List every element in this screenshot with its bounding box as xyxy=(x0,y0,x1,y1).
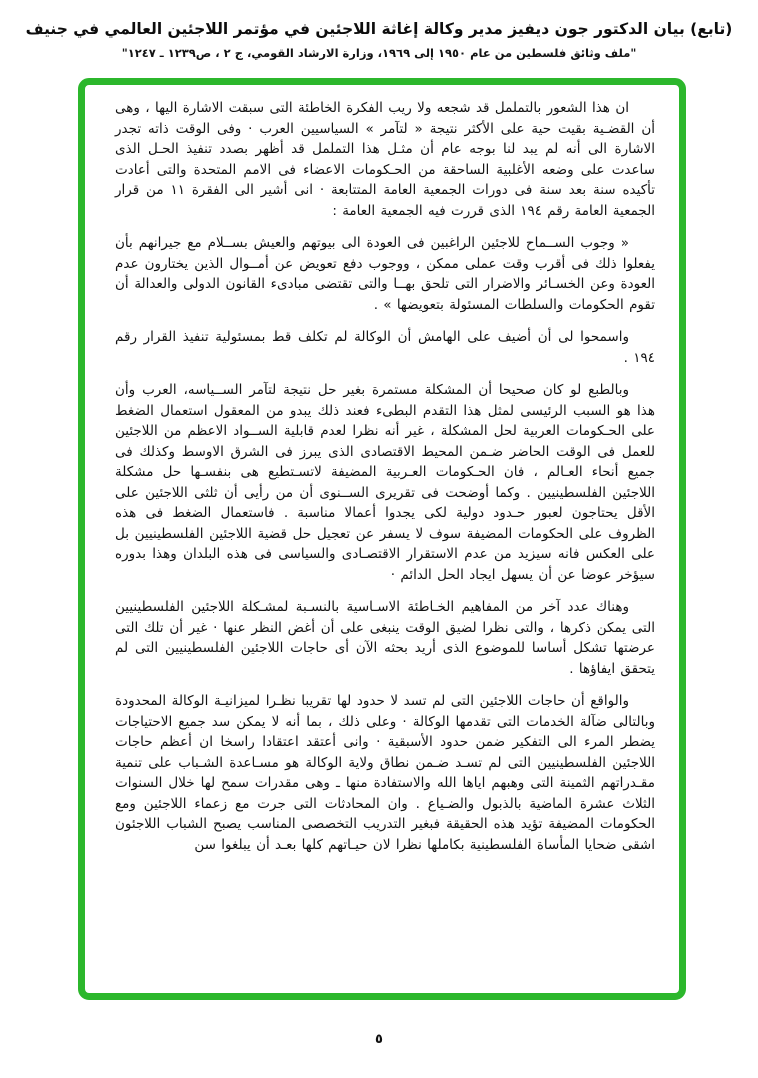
page-header xyxy=(0,18,758,60)
paragraph-refugee-needs: والواقع أن حاجات اللاجئين التى لم تسد لا حدود لها تقريبا نظـرا لميزانيـة الوكالة المحدودة وبالتالى ضآلة الخدمات التى تقدمها الوكالة · وعلى ذلك ، بما أنه لا يمكن سد جميع الاحتياجات يضطر المرء الى التفكير ضمن حدود الأسبقية · وانى أعتقد اعتقادا راسخا ان أعظم حاجات اللاجئين الفلسطينيين التى لم تسـد ضـمن نطاق ولاية الوكالة هو مسـاعدة الشـباب على تنمية مقـدراتهم الثمينة التى وهبهم اياها الله والاستفادة منها ـ وهى مقدرات سمح لها خلال السنوات الثلاث عشرة الماضية بالذبول والضـياع . وان المحادثات التى جرت مع زعماء اللاجئين ومع الحكومات المضيفة تؤيد هذه الحقيقة فبغير التدريب التخصصى المناسب يصبح الشباب اللاجئون اشقى ضحايا المأساة الفلسطينية بكاملها نظرا لان حيـاتهم كلها بعـد أن يبلغوا سن xyxy=(115,693,655,853)
document-title: (تابع) بيان الدكتور جون ديفيز مدير وكالة إغاثة اللاجئين في مؤتمر اللاجئين العالمي في جنيف xyxy=(25,20,733,38)
green-text-frame xyxy=(78,78,686,1000)
paragraph-misconceptions: وهناك عدد آخر من المفاهيم الخـاطئة الاسـاسية بالنسـبة لمشـكلة اللاجئين الفلسطينيين التى يمكن ذكرها ، والتى نظرا لضيق الوقت ينبغى على أن أغض النظر عنها · غير أن تلك التى عرضتها تشكل أساسا للموضوع الذى أريد بحثه الآن أى حاجات اللاجئين الفلسطينيين التى لم يتحقق ايفاؤها . xyxy=(115,599,655,677)
paragraph-pressure-argument: وبالطبع لو كان صحيحا أن المشكلة مستمرة بغير حل نتيجة لتآمر الســياسه، العرب وأن هذا هو السبب الرئيسى لمثل هذا التقدم البطىء فعند ذلك يبدو من المعقول استعمال الضغط على الحـكومات العربية لحل المشكلة ، غير أنه نظرا لعدم قابلية الســواد الاعظم من اللاجئين للعمل فى الوقت الحاضر ضـمن المحيط الاقتصادى الذى يبرز فى الشرق الاوسط وكذلك فى جميع أنحاء العـالم ، فان الحـكومات العـربية المضيفة لاتسـتطيع هى بنفسـها حل مشكلة اللاجئين الفلسطينيين . وكما أوضحت فى تقريرى الســنوى أن من رأيى أن ثلثى اللاجئين على الأقل يحتاجون لعبور حـدود دولية لكى يجدوا أعمالا مناسبة . فاستعمال الضغط فى هذه الظروف على الحكومات المضيفة سوف لا يسفر عن تعجيل حل قضية اللاجئين الفلسطينيين بل على العكس فانه سيزيد من عدم الاستقرار الاقتصـادى والسياسى فى هذه البلدان وهذا بدوره سيؤخر عوضا عن أن يسهل ايجاد الحل الدائم · xyxy=(115,382,655,583)
paragraph-intro-unrest: ان هذا الشعور بالتململ قد شجعه ولا ريب الفكرة الخاطئة التى سبقت الاشارة اليها ، وهى أن القضـية بقيت حية على الأكثر نتيجة « لتآمر » السياسيين العرب · وفى الوقت ذاته تجدر الاشارة الى أنه لم يبد لنا بوجه عام أن مثـل هذا التململ قد أظهر بصدد تنفيذ الحـل الذى ساعدت على وضعه الأغلبية الساحقة من الحـكومات الاعضاء فى الامم المتحدة والتى أعادت تأكيده سنة بعد سنة فى دورات الجمعية العامة المتتابعة · انى أشير الى الفقرة ١١ من قرار الجمعية العامة رقم ١٩٤ الذى قررت فيه الجمعية العامة : xyxy=(115,100,655,219)
body-text-block xyxy=(85,85,679,993)
paragraph-resolution-quote: « وجوب الســماح للاجئين الراغبين فى العودة الى بيوتهم والعيش بســلام مع جيرانهم بأن يفعلوا ذلك فى أقرب وقت عملى ممكن ، ووجوب دفع تعويض عن أمــوال الذين يختارون عدم العودة وعن الخسـائر والاضرار التى تلحق بهــا والتى تقتضى مبادىء القانون الدولى والعدالة أن تقوم الحكومات والسلطات المسئولة بتعويضها » . xyxy=(115,235,655,313)
paragraph-agency-note: واسمحوا لى أن أضيف على الهامش أن الوكالة لم تكلف قط بمسئولية تنفيذ القرار رقم ١٩٤ . xyxy=(115,329,655,366)
document-citation: "ملف وثائق فلسطين من عام ١٩٥٠ إلى ١٩٦٩، وزارة الارشاد القومي، ج ٢ ، ص١٢٣٩ ـ ١٢٤٧" xyxy=(121,46,637,60)
page-number: ٥ xyxy=(375,1032,383,1047)
